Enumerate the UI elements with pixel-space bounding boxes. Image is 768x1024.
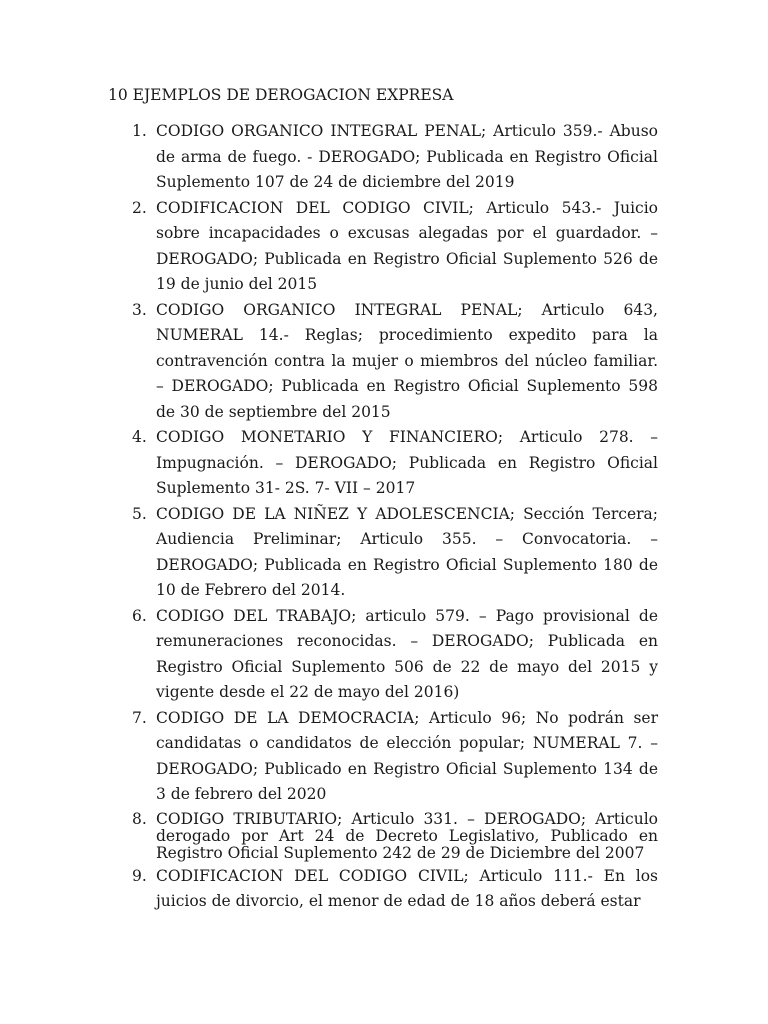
item-text: CODIFICACION DEL CODIGO CIVIL; Articulo 111.- En los juicios de divorcio, el menor de edad de 18 años deberá estar bbox=[156, 866, 658, 910]
document-page bbox=[108, 84, 658, 915]
item-text: CODIGO MONETARIO Y FINANCIERO; Articulo 278. – Impugnación. – DEROGADO; Publicada en Registro Oficial Suplemento 31- 2S. 7- VII – 2017 bbox=[156, 428, 658, 497]
item-number: 1. bbox=[132, 122, 147, 140]
item-text: CODIGO DE LA DEMOCRACIA; Articulo 96; No podrán ser candidatas o candidatos de elección popular; NUMERAL 7. – DEROGADO; Publicado en Registro Oficial Suplemento 134 de 3 de febrero del 2020 bbox=[156, 708, 658, 803]
item-text: CODIGO ORGANICO INTEGRAL PENAL; Articulo 643, NUMERAL 14.- Reglas; procedimiento expedito para la contravención contra la mujer o miembros del núcleo familiar. – DEROGADO; Publicada en Registro Oficial Suplemento 598 de 30 de septiembre del 2015 bbox=[156, 300, 658, 421]
list-item bbox=[108, 864, 658, 915]
list-item bbox=[108, 425, 658, 502]
item-number: 9. bbox=[132, 866, 147, 885]
document-title: 10 EJEMPLOS DE DEROGACION EXPRESA bbox=[108, 86, 454, 104]
item-number: 7. bbox=[132, 708, 147, 727]
list-item bbox=[108, 502, 658, 604]
item-number: 6. bbox=[132, 606, 147, 625]
list-item bbox=[108, 119, 658, 196]
list-item bbox=[108, 808, 658, 864]
item-number: 8. bbox=[132, 809, 147, 828]
item-text: CODIGO DE LA NIÑEZ Y ADOLESCENCIA; Sección Tercera; Audiencia Preliminar; Articulo 355. – Convocatoria. – DEROGADO; Publicada en Registro Oficial Suplemento 180 de 10 de Febrero del 2014. bbox=[156, 504, 658, 599]
item-text: CODIGO TRIBUTARIO; Articulo 331. – DEROGADO; Articulo derogado por Art 24 de Decreto Legislativo, Publicado en Registro Oficial Suplemento 242 de 29 de Diciembre del 2007 bbox=[156, 809, 658, 862]
list-item bbox=[108, 196, 658, 298]
item-text: CODIFICACION DEL CODIGO CIVIL; Articulo 543.- Juicio sobre incapacidades o excusas alegadas por el guardador. – DEROGADO; Publicada en Registro Oficial Suplemento 526 de 19 de junio del 2015 bbox=[156, 198, 658, 293]
list-item bbox=[108, 706, 658, 808]
derogation-list bbox=[108, 119, 658, 915]
item-text: CODIGO DEL TRABAJO; articulo 579. – Pago provisional de remuneraciones reconocidas. – DEROGADO; Publicada en Registro Oficial Suplemento 506 de 22 de mayo del 2015 y vigente desde el 22 de mayo del 2016) bbox=[156, 606, 658, 701]
item-number: 5. bbox=[132, 504, 147, 523]
item-number: 3. bbox=[132, 300, 147, 319]
item-number: 2. bbox=[132, 198, 147, 217]
list-item bbox=[108, 604, 658, 706]
item-number: 4. bbox=[132, 428, 147, 446]
item-text: CODIGO ORGANICO INTEGRAL PENAL; Articulo 359.- Abuso de arma de fuego. - DEROGADO; Publicada en Registro Oficial Suplemento 107 de 24 de diciembre del 2019 bbox=[156, 122, 658, 191]
list-item bbox=[108, 298, 658, 426]
